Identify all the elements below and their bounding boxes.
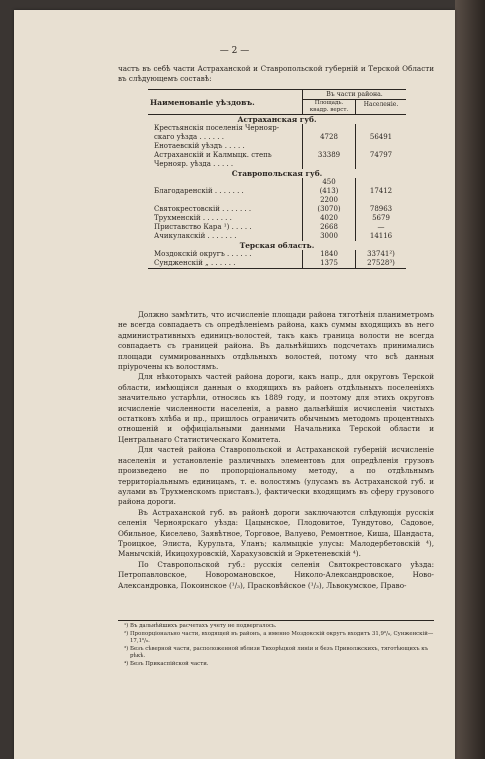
book-spine-shadow	[455, 0, 485, 759]
paragraph: Для нѣкоторыхъ частей района дороги, какъ напр., для округовъ Терской области, имѣющіяся данныя о входящихъ въ районъ отдѣльныхъ поселеніяхъ значительно устарѣли, относясь къ 1889 году, и поэтому для этихъ округовъ исчисленіе численности населенія, а равно дальнѣйшія исчисленія чистыхъ остатковъ хлѣба и пр., пришлось ограничить обычнымъ методомъ процентныхъ отношеній и оффиціальными данными Начальника Терской области и Центральнаго Статистическаго Комитета.	[118, 372, 434, 444]
page-number: — 2 —	[219, 46, 250, 56]
footnotes	[118, 620, 434, 669]
paragraph: Въ Астраханской губ. въ районѣ дороги заключаются слѣдующія русскія селенія Черноярскаго уѣзда: Цацынское, Плодовитое, Тундутово, Садовое, Обильное, Киселево, Заявѣтное, Торговое, Валуево, Ремонтное, Киша, Шандаста, Троицкое, Элиста, Курульта, Уланъ; калмыцкіе улусы: Малодербетовскій ⁴), Манычскій, Икицохуровскій, Харахузовскій и Эркетеневскій ⁴).	[118, 507, 434, 559]
footnote: ¹) Въ дальнѣйшихъ расчетахъ учету не подвергалось.	[124, 623, 277, 629]
header-in-district-part: Въ части района.	[303, 90, 407, 100]
districts-table	[148, 89, 406, 269]
table-row: Благодаренскій . . . . . . . (413) 17412	[148, 187, 406, 196]
table-row: Трухменскій . . . . . . . 4020 5679	[148, 214, 406, 223]
paragraph: Для частей района Ставропольской и Астраханской губерній исчисленіе населенія и установленіе различныхъ элементовъ для опредѣленія грузовъ произведено не по пропорціональному методу, а по отдѣльнымъ территоріальнымъ единицамъ, т. е. волостямъ (улусамъ въ Астраханской губ. и аулами въ Трухменскомъ приставъ.), фактически входящимъ въ сферу грузового района дороги.	[118, 445, 434, 507]
header-area: Площадь. квадр. верст.	[303, 100, 356, 115]
header-population: Населеніе.	[356, 100, 407, 115]
table-row: 450	[148, 178, 406, 187]
table-row: Сундженскій „ . . . . . . 1375 27528³)	[148, 259, 406, 269]
section-title: Ставропольская губ.	[231, 169, 323, 178]
table-row: Приставство Кара ¹) . . . . . 2668 —	[148, 223, 406, 232]
table-row: Енотаевскій уѣздъ . . . . .	[148, 142, 406, 151]
table-row: Астраханскій и Калмыцк. степь 33389 74797	[148, 151, 406, 160]
table-row: Крестьянскія поселенія Чернояр-	[148, 124, 406, 133]
table-row: 2200	[148, 196, 406, 205]
paragraph: По Ставропольской губ.: русскія селенія Святокрестовскаго уѣзда: Петропавловское, Новоромановское, Николо-Александровское, Ново-Александровка, Покоинское (¹/₃), Прасковѣйское (¹/₃), Львокумское, Право-	[118, 559, 434, 590]
intro-paragraph: частъ въ себѣ части Астраханской и Ставропольской губерній и Терской Области въ слѣдующемъ составѣ:	[118, 64, 434, 84]
footnote: ²) Пропорціонально части, входящей въ районъ, а именно Моздокскій округъ входитъ 31,9⁰/₀, Сунженскій—17,1⁰/₀.	[124, 630, 434, 645]
section-title: Астраханская губ.	[237, 115, 317, 124]
table-row: Ачикулакскій . . . . . . . 3000 14116	[148, 232, 406, 241]
footnote: ³) Безъ сѣверной части, расположенной вблизи Тихорѣцкой линіи и безъ Приволжскихъ, тяготѣющихъ къ рѣкѣ.	[124, 645, 429, 660]
table-row: Моздокскій округъ . . . . . . 1840 33741²)	[148, 250, 406, 259]
body-text	[118, 310, 434, 591]
table-row: Святокрестовскій . . . . . . . (3070) 78963	[148, 205, 406, 214]
section-title: Терская область.	[239, 241, 315, 250]
table-row: скаго уѣзда . . . . . . 4728 56491	[148, 133, 406, 142]
header-district-name: Наименованіе уѣздовъ.	[148, 90, 303, 115]
table-row: Чернояр. уѣзда . . . . .	[148, 160, 406, 169]
footnote: ⁴) Безъ Прикаспійской части.	[124, 660, 209, 667]
paragraph: Должно замѣтить, что исчисленіе площади района тяготѣнія планиметромъ не всегда совпадаетъ съ опредѣленіемъ района, какъ суммы входящихъ въ него административныхъ единицъ-волостей, такъ какъ граница волости не всегда совпадаетъ съ границей района. Въ дальнѣйшихъ подсчетахъ принимались площади суммированныхъ отдѣльныхъ волостей, потому что всѣ данныя пріурочены къ волостямъ.	[118, 310, 434, 372]
